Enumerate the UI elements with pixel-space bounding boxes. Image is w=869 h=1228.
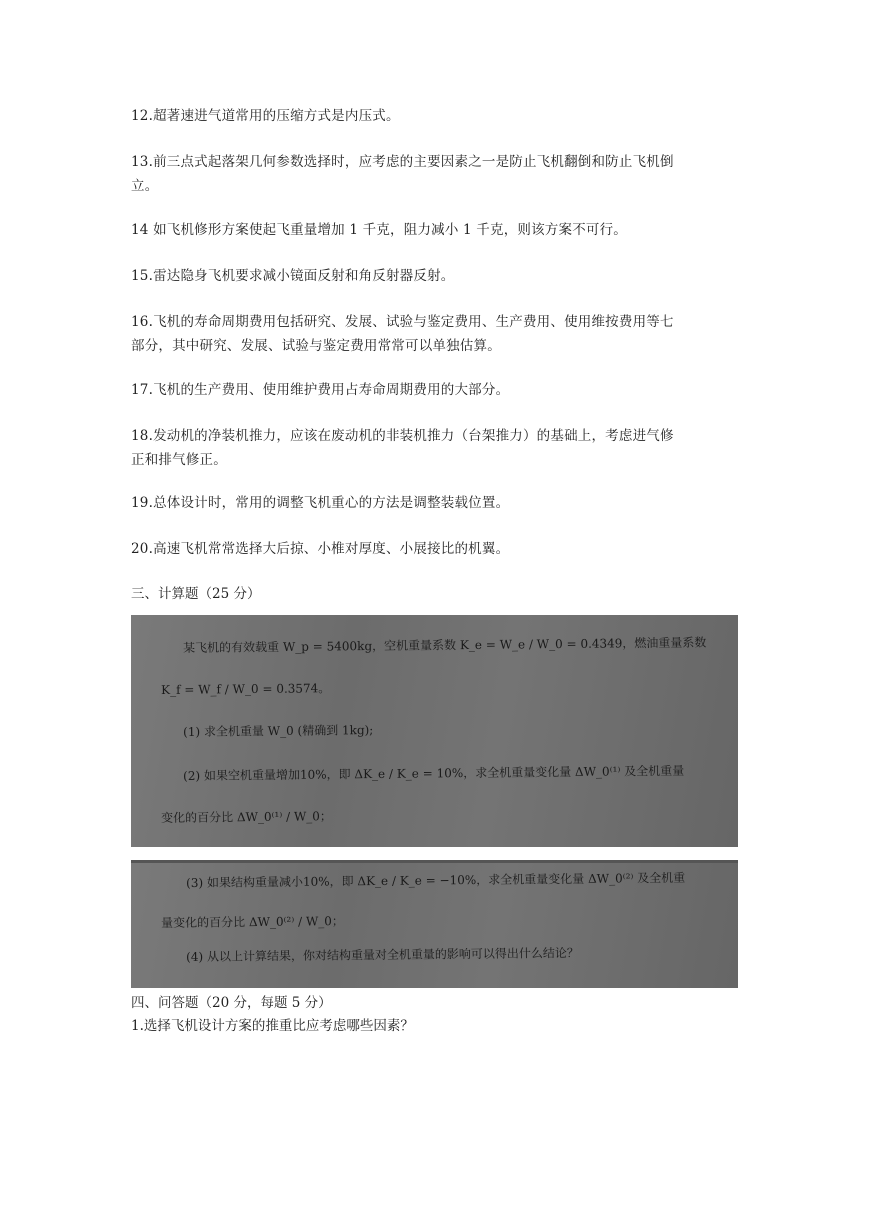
statement-16 — [131, 310, 741, 358]
statement-18 — [131, 424, 741, 472]
statement-line: 18.发动机的净装机推力，应该在废动机的非装机推力（台架推力）的基础上，考虑进气修 — [131, 428, 674, 444]
statement-20 — [131, 537, 741, 561]
photo-text-line: (2) 如果空机重量增加10%，即 ΔK_e / K_e = 10%，求全机重量变化量 ΔW_0⁽¹⁾ 及全机重量 — [183, 763, 685, 783]
statement-line: 19.总体设计时，常用的调整飞机重心的方法是调整装载位置。 — [131, 495, 510, 511]
statement-line: 正和排气修正。 — [131, 452, 227, 468]
photo-text-line: (4) 从以上计算结果，你对结构重量对全机重量的影响可以得出什么结论？ — [186, 945, 579, 964]
photo-text-line: 量变化的百分比 ΔW_0⁽²⁾ / W_0； — [161, 914, 344, 930]
statement-line: 16.飞机的寿命周期费用包括研究、发展、试验与鉴定费用、生产费用、使用维按费用等七 — [131, 314, 674, 330]
statement-13 — [131, 150, 741, 198]
statement-14 — [131, 218, 741, 242]
statement-12 — [131, 104, 741, 128]
statement-17 — [131, 378, 741, 402]
question-1: 1.选择飞机设计方案的推重比应考虑哪些因素？ — [131, 1018, 414, 1034]
section-heading-calculation: 三、计算题（25 分） — [131, 586, 261, 602]
statement-15 — [131, 264, 741, 288]
statement-line: 12.超著速进气道常用的压缩方式是内压式。 — [131, 108, 400, 124]
statement-line: 13.前三点式起落架几何参数选择时，应考虑的主要因素之一是防止飞机翻倒和防止飞机倒 — [131, 154, 674, 170]
problem-photo-1 — [131, 615, 738, 847]
photo-text-line: (3) 如果结构重量减小10%，即 ΔK_e / K_e = −10%，求全机重量变化量 ΔW_0⁽²⁾ 及全机重 — [186, 870, 686, 890]
section-heading-questions: 四、问答题（20 分，每题 5 分） — [131, 995, 332, 1011]
photo-text-line: K_f = W_f / W_0 = 0.3574。 — [161, 681, 331, 697]
statement-line: 14 如飞机修形方案使起飞重量增加 1 千克，阻力减小 1 千克，则该方案不可行。 — [131, 222, 628, 238]
photo-edge — [131, 860, 738, 863]
statement-line: 立。 — [131, 178, 159, 194]
photo-text-line: 变化的百分比 ΔW_0⁽¹⁾ / W_0； — [161, 809, 332, 825]
statement-line: 部分，其中研究、发展、试验与鉴定费用常常可以单独估算。 — [131, 338, 501, 354]
photo-text-line: 某飞机的有效载重 W_p = 5400kg，空机重量系数 K_e = W_e / W_0 = 0.4349，燃油重量系数 — [183, 635, 707, 655]
statement-line: 15.雷达隐身飞机要求减小镜面反射和角反射器反射。 — [131, 268, 455, 284]
problem-photo-2 — [131, 860, 738, 988]
statement-19 — [131, 491, 741, 515]
photo-text-line: (1) 求全机重量 W_0 (精确到 1kg); — [183, 723, 374, 739]
statement-line: 20.高速飞机常常选择大后掠、小椎对厚度、小展接比的机翼。 — [131, 541, 510, 557]
statement-line: 17.飞机的生产费用、使用维护费用占寿命周期费用的大部分。 — [131, 382, 510, 398]
